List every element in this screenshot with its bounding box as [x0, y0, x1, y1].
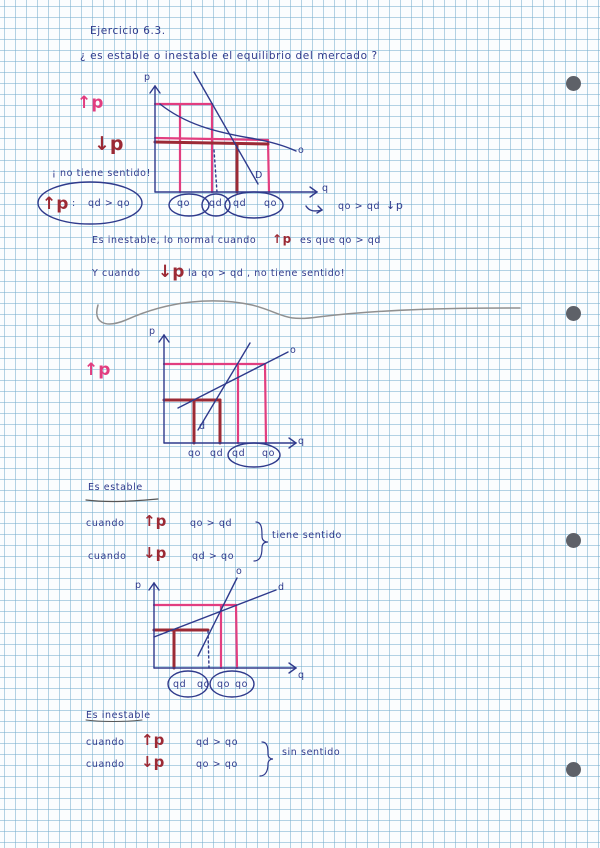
graph3-tick-1: qd	[173, 679, 187, 690]
graph1-curve-d: D	[255, 170, 263, 181]
stable-heading: Es estable	[88, 482, 143, 493]
graph1-tick-4: qo	[264, 198, 278, 209]
stable-row1-arrow: ↑p	[143, 512, 167, 530]
question-text: ¿ es estable o inestable el equilibrio del mercado ?	[80, 50, 378, 62]
graph3-curve-d: d	[278, 582, 285, 593]
graph1-tick-2: qd	[209, 198, 223, 209]
graph2-tick-1: qo	[188, 448, 202, 459]
arrow-down-p: ↓p	[386, 199, 404, 212]
stable-row2-arrow: ↓p	[143, 544, 167, 562]
unstable-line-1-arrow: ↑p	[272, 232, 292, 246]
stable-row1-label: cuando	[86, 518, 125, 529]
unstable-line-2b: la qo > qd , no tiene sentido!	[188, 268, 346, 279]
graph1-axis-q: q	[322, 183, 329, 194]
unstable-row1-label: cuando	[86, 737, 125, 748]
graph2-curve-d: d	[199, 421, 206, 432]
graph3-axis-q: q	[298, 670, 305, 681]
unstable-row2-label: cuando	[86, 759, 125, 770]
unstable-row1-arrow: ↑p	[141, 731, 165, 749]
unstable-row1-ineq: qd > qo	[196, 737, 239, 748]
unstable-line-1b: es que qo > qd	[300, 235, 382, 246]
graph1-tick-1: qo	[177, 198, 191, 209]
unstable-line-2a: Y cuando	[92, 268, 141, 279]
stable-brace-note: tiene sentido	[272, 530, 342, 541]
graph2-tick-3: qd	[232, 448, 246, 459]
brace-unstable	[260, 742, 273, 776]
graph1-curve-o: o	[298, 145, 305, 156]
brace-stable	[254, 522, 268, 561]
graph3-tick-4: qo	[235, 679, 249, 690]
graph3-axis-p: p	[135, 580, 142, 591]
unstable-row2-arrow: ↓p	[141, 753, 165, 771]
stable-row2-label: cuando	[88, 551, 127, 562]
unstable-brace-note: sin sentido	[282, 747, 341, 758]
unstable-row2-ineq: qo > qo	[196, 759, 238, 770]
graph2-axis-q: q	[298, 436, 305, 447]
graph2-axis-p: p	[149, 326, 156, 337]
graph3-tick-3: qo	[217, 679, 231, 690]
graph3-curve-o: o	[236, 566, 243, 577]
graph1-down-arrow-p: ↓p	[94, 133, 124, 155]
graph1-tick-3: qd	[233, 198, 247, 209]
stable-row2-ineq: qd > qo	[192, 551, 235, 562]
wavy-divider	[97, 301, 520, 324]
graph1-axis-p: p	[144, 72, 151, 83]
arrow-inequality: qo > qd	[338, 201, 381, 212]
graph1-note: ¡ no tiene sentido!	[52, 168, 152, 179]
exercise-title: Ejercicio 6.3.	[90, 25, 166, 37]
graph2-drawing	[159, 335, 296, 467]
circled-up-arrow-p: ↑p	[42, 194, 69, 214]
stable-row1-ineq: qo > qd	[190, 518, 233, 529]
graph2-curve-o: o	[290, 345, 297, 356]
graph2-up-arrow-p: ↑p	[84, 360, 111, 380]
unstable-line-2-arrow: ↓p	[158, 262, 185, 282]
circled-inequality: qd > qo	[88, 198, 131, 209]
circled-colon: :	[72, 198, 76, 209]
graph3-tick-2: qo	[197, 679, 211, 690]
graph2-tick-4: qo	[262, 448, 276, 459]
unstable-heading: Es inestable	[86, 710, 151, 721]
graph2-tick-2: qd	[210, 448, 224, 459]
unstable-line-1a: Es inestable, lo normal cuando	[92, 235, 257, 246]
graph1-up-arrow-p: ↑p	[77, 93, 104, 113]
